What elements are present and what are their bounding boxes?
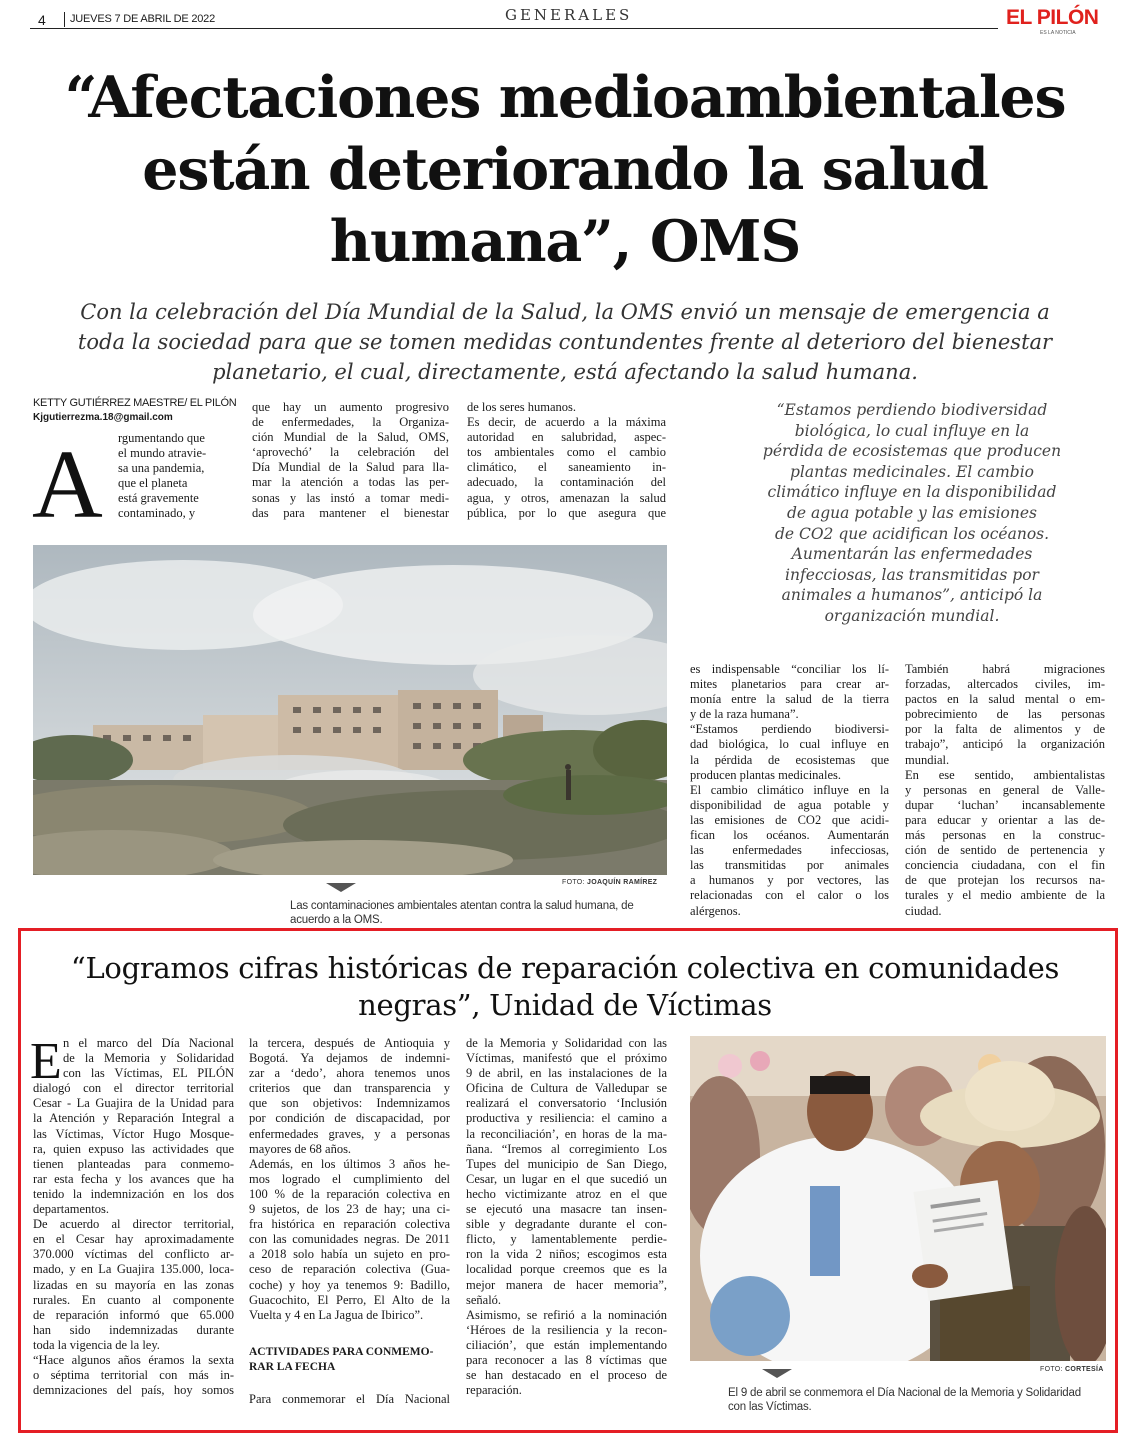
text-line: departamentos. xyxy=(33,1202,110,1217)
caption-line: El 9 de abril se conmemora el Día Nacional de la Memoria y Solidaridad xyxy=(728,1387,1081,1399)
photo-credit-prefix: FOTO: xyxy=(1040,1366,1063,1373)
article2-column-2 xyxy=(249,1036,450,1323)
article2-column-1 xyxy=(33,1036,234,1398)
text-line: enfermedades graves, y a personas xyxy=(249,1126,450,1141)
photo-credit-name: JOAQUÍN RAMÍREZ xyxy=(587,879,658,886)
text-line: hecho victimizante atroz en el que xyxy=(466,1186,667,1201)
text-line: plantas medicinales. El cambio xyxy=(789,462,1035,481)
article1-column-2 xyxy=(252,400,449,521)
dropcap: E xyxy=(30,1033,62,1090)
deck-line: Con la celebración del Día Mundial de la Salud, la OMS envió un mensaje de emergencia a xyxy=(80,300,1050,324)
text-line: contaminado, y xyxy=(118,506,196,521)
headline-line: “Afectaciones medioambientales xyxy=(64,64,1066,131)
text-line: de la Memoria y Solidaridad xyxy=(63,1051,234,1066)
text-line: autoridad en salubridad, aspec- xyxy=(467,430,666,445)
text-line: organización mundial. xyxy=(824,606,1000,625)
text-line: climático, el saneamiento in- xyxy=(467,460,666,475)
text-line: También habrá migraciones xyxy=(905,662,1105,676)
text-line: se han destacado en el proceso de xyxy=(466,1368,667,1383)
text-line: Es decir, de acuerdo a la máxima xyxy=(467,415,666,430)
text-line: 100 % de la reparación colectiva en xyxy=(249,1186,450,1201)
text-line: pérdida de ecosistemas que producen xyxy=(762,442,1062,461)
text-line: El cambio climático influye en la xyxy=(690,782,889,797)
text-line: ñana. “Iremos al corregimiento Los xyxy=(466,1141,667,1156)
header-separator xyxy=(64,12,65,27)
headline-line: negras”, Unidad de Víctimas xyxy=(358,988,772,1022)
text-line: ron la vida 2 niños; escogimos esta xyxy=(466,1247,667,1262)
text-line: Además, en los últimos 3 años he- xyxy=(249,1156,450,1171)
text-line: criterios que dan transparencia y xyxy=(249,1081,450,1096)
text-line: señaló. xyxy=(466,1292,502,1307)
text-line: pactos en la salud mental o em- xyxy=(905,692,1105,707)
text-line: para reconocer a las 8 víctimas que xyxy=(466,1352,667,1367)
text-line: en el Cesar hay aproximadamente xyxy=(33,1232,234,1247)
text-line: forzadas, altercados civiles, im- xyxy=(905,677,1105,692)
text-line: mar la atención a todas las per- xyxy=(252,475,449,490)
article1-column-3 xyxy=(467,400,666,521)
text-line: realizará el conversatorio ‘Inclusión xyxy=(466,1096,667,1111)
text-line: está gravemente xyxy=(118,491,199,506)
text-line: Guacochito, El Perro, El Alto de la xyxy=(249,1292,450,1307)
text-line: “Estamos perdiendo biodiversi- xyxy=(690,722,889,737)
text-line: n el marco del Día Nacional xyxy=(63,1036,234,1050)
text-line: las emisiones de CO2 que acidi- xyxy=(690,812,889,827)
text-line: De acuerdo al director territorial, xyxy=(33,1217,234,1232)
caption-line: acuerdo a la OMS. xyxy=(290,914,383,926)
photo-credit-prefix: FOTO: xyxy=(562,879,585,886)
text-line: Asimismo, se refirió a la nominación xyxy=(466,1307,667,1322)
text-line: zar a ‘dedo’, ahora tenemos unos xyxy=(249,1066,450,1081)
logo-tagline: ES LA NOTICIA xyxy=(1040,30,1076,36)
text-line: Cesar, un lugar en el que sucedió un xyxy=(466,1171,667,1186)
text-line: de reparación informó que 65.000 xyxy=(33,1307,234,1322)
photo-credit-name: CORTESÍA xyxy=(1065,1366,1104,1373)
text-line: sible y degradante durante el con- xyxy=(466,1217,667,1232)
text-line: con las comunidades negras. De 2011 xyxy=(249,1232,450,1247)
text-line: ceso de reparación colectiva (Gua- xyxy=(249,1262,450,1277)
text-line: coche) y hoy ya tenemos 9: Badillo, xyxy=(249,1277,450,1292)
text-line: mayores de 68 años. xyxy=(249,1141,352,1156)
text-line: agua, y otros, amenazan la salud xyxy=(467,490,666,505)
text-line: Para conmemorar el Día Nacional xyxy=(249,1392,450,1406)
text-line: han sido indemnizadas durante xyxy=(33,1322,234,1337)
text-line: sa una pandemia, xyxy=(118,461,205,476)
article2-column-3 xyxy=(466,1036,667,1398)
text-line: y personas en general de Valle- xyxy=(905,782,1105,797)
headline-line: están deteriorando la salud xyxy=(142,136,988,203)
text-line: ción de sentido de pertenencia y xyxy=(905,843,1105,858)
header-rule xyxy=(30,28,998,29)
deck-line: toda la sociedad para que se tomen medidas contundentes frente al deterioro del bienestar xyxy=(77,330,1053,354)
text-line: localidad porque creemos que es la xyxy=(466,1262,667,1277)
text-line: ra, quien expuso las actividades que xyxy=(33,1141,234,1156)
text-line: “Estamos perdiendo biodiversidad xyxy=(776,401,1048,419)
text-line: de enfermedades, la Organiza- xyxy=(252,415,449,430)
author-email[interactable]: Kjgutierrezma.18@gmail.com xyxy=(33,412,173,423)
article1-headline xyxy=(20,62,1110,278)
text-line: mos logrado el cumplimiento del xyxy=(249,1171,450,1186)
text-line: sonas y las instó a tomar medi- xyxy=(252,490,449,505)
text-line: pobrecimiento de las personas xyxy=(905,707,1105,722)
text-line: de que protejan los recursos na- xyxy=(905,873,1105,888)
text-line: que son objetivos: Indemnizamos xyxy=(249,1096,450,1111)
photo-caption xyxy=(290,899,680,927)
text-line: ción Mundial de la Salud, OMS, xyxy=(252,430,449,445)
text-line: 370.000 víctimas del conflicto ar- xyxy=(33,1247,234,1262)
text-line: ‘Héroes de la resiliencia y la recon- xyxy=(466,1322,667,1337)
text-line: mites planetarios para crear ar- xyxy=(690,677,889,692)
text-line: tienen planteadas para conmemo- xyxy=(33,1156,234,1171)
text-line: fican los océanos. Aumentarán xyxy=(690,828,889,843)
text-line: demnizaciones del país, hoy somos xyxy=(33,1383,234,1398)
text-line: producen plantas medicinales. xyxy=(690,767,841,782)
text-line: adecuado, la contaminación del xyxy=(467,475,666,490)
photo-buildings-smoke xyxy=(33,545,667,875)
text-line: es indispensable “conciliar los lí- xyxy=(690,662,889,676)
photo-credit xyxy=(562,879,657,886)
text-line: las Víctimas, Víctor Hugo Mosque- xyxy=(33,1126,234,1141)
text-line: conciencia ciudadana, con el fin xyxy=(905,858,1105,873)
text-line: ‘aprovechó’ la celebración del xyxy=(252,445,449,460)
text-line: a humanos y por vectores, las xyxy=(690,873,889,888)
subhead-line: RAR LA FECHA xyxy=(249,1361,336,1373)
text-line: fra histórica en reparación colectiva xyxy=(249,1217,450,1232)
article1-deck xyxy=(30,297,1100,387)
text-line: relacionadas con el calor o los xyxy=(690,888,889,903)
text-line: la pérdida de ecosistemas que xyxy=(690,752,889,767)
text-line: Oficina de Cultura de Valledupar se xyxy=(466,1081,667,1096)
text-line: turales y el medio ambiente de la xyxy=(905,888,1105,903)
newspaper-logo: EL PILÓN xyxy=(1006,6,1099,29)
text-line: Víctimas, manifestó que el próximo xyxy=(466,1051,667,1066)
text-line: Día Mundial de la Salud para lla- xyxy=(252,460,449,475)
text-line: la tercera, después de Antioquia y xyxy=(249,1036,450,1050)
caption-line: Las contaminaciones ambientales atentan contra la salud humana, de xyxy=(290,900,634,912)
text-line: dad biológica, lo cual influye en xyxy=(690,737,889,752)
text-line: rurales. En cuanto al componente xyxy=(33,1292,234,1307)
text-line: de la Memoria y Solidaridad con las xyxy=(466,1036,667,1050)
text-line: las enfermedades infecciosas, xyxy=(690,843,889,858)
text-line: por la falta de alimentos y de xyxy=(905,722,1105,737)
text-line: dialogó con el director territorial xyxy=(33,1081,234,1096)
text-line: dupar ‘luchan’ incansablemente xyxy=(905,797,1105,812)
text-line: das para mantener el bienestar xyxy=(252,505,449,520)
text-line: rgumentando que xyxy=(118,431,205,445)
photo-caption xyxy=(728,1386,1108,1414)
text-line: 9 de abril, en las instalaciones de la xyxy=(466,1066,667,1081)
text-line: biológica, lo cual influye en la xyxy=(794,421,1030,440)
text-line: o séptima territorial con más in- xyxy=(33,1368,234,1383)
caption-line: con las Víctimas. xyxy=(728,1401,812,1413)
text-line: a 2018 solo había un sujeto en pro- xyxy=(249,1247,450,1262)
article2-column-2-continued xyxy=(249,1392,450,1407)
caption-pointer xyxy=(326,883,356,892)
pull-quote xyxy=(752,400,1072,627)
text-line: Bogotá. Ya dejamos de indemni- xyxy=(249,1051,450,1066)
article1-column-4 xyxy=(690,662,889,919)
article1-column-5 xyxy=(905,662,1105,919)
photo-victims-ceremony xyxy=(690,1036,1106,1361)
page-number: 4 xyxy=(38,12,46,28)
text-line: la Atención y Reparación Integral a xyxy=(33,1111,234,1126)
text-line: y de la raza humana”. xyxy=(690,707,799,722)
text-line: Aumentarán las enfermedades xyxy=(791,545,1033,564)
deck-line: planetario, el cual, directamente, está afectando la salud humana. xyxy=(212,360,918,384)
text-line: infecciosas, las transmitidas por xyxy=(785,565,1039,584)
text-line: la reconciliación’, en horas de la ma- xyxy=(466,1126,667,1141)
byline: KETTY GUTIÉRREZ MAESTRE/ EL PILÓN xyxy=(33,397,237,409)
text-line: climático influye en la disponibilidad xyxy=(767,483,1057,502)
text-line: Tupes del municipio de San Diego, xyxy=(466,1156,667,1171)
text-line: alérgenos. xyxy=(690,903,741,918)
text-line: se ejecutó una masacre tan insen- xyxy=(466,1202,667,1217)
section-name: GENERALES xyxy=(505,6,633,24)
text-line: de CO2 que acidifican los océanos. xyxy=(774,524,1050,543)
text-line: lizadas en su mayoría en las zonas xyxy=(33,1277,234,1292)
text-line: que hay un aumento progresivo xyxy=(252,400,449,414)
text-line: Cesar - La Guajira de la Unidad para xyxy=(33,1096,234,1111)
text-line: animales a humanos”, anticipó la xyxy=(781,586,1043,605)
text-line: mundial. xyxy=(905,752,950,767)
text-line: ciudad. xyxy=(905,903,942,918)
text-line: En ese sentido, ambientalistas xyxy=(905,767,1105,782)
text-line: monía entre la salud de la tierra xyxy=(690,692,889,707)
subhead-line: ACTIVIDADES PARA CONMEMO- xyxy=(249,1346,434,1358)
text-line: de agua potable y las emisiones xyxy=(787,503,1037,522)
text-line: 9 sujetos, de los 23 de hay; una ci- xyxy=(249,1202,450,1217)
article1-column-1 xyxy=(118,431,228,522)
text-line: disponibilidad de agua potable y xyxy=(690,797,889,812)
text-line: rar esta fecha y los avances que ha xyxy=(33,1171,234,1186)
headline-line: “Logramos cifras históricas de reparación colectiva en comunidades xyxy=(70,951,1060,985)
text-line: de los seres humanos. xyxy=(467,400,577,414)
text-line: pública, por lo que asegura que xyxy=(467,505,666,520)
text-line: tenido la indemnización en los dos xyxy=(33,1186,234,1201)
caption-pointer xyxy=(762,1369,792,1378)
text-line: tos ambientales como el cambio xyxy=(467,445,666,460)
article2-subhead xyxy=(249,1345,450,1375)
text-line: Vuelta y 4 en La Jagua de Ibirico”. xyxy=(249,1307,424,1322)
text-line: “Hace algunos años éramos la sexta xyxy=(33,1352,234,1367)
dropcap: A xyxy=(32,431,103,539)
text-line: ciliación’, que están implementando xyxy=(466,1337,667,1352)
headline-line: humana”, OMS xyxy=(329,208,801,275)
text-line: las transmitidas por animales xyxy=(690,858,889,873)
issue-date: JUEVES 7 DE ABRIL DE 2022 xyxy=(70,13,215,25)
text-line: toda la vigencia de la ley. xyxy=(33,1337,160,1352)
text-line: por condición de discapacidad, por xyxy=(249,1111,450,1126)
text-line: mejor manera de hacer memoria”, xyxy=(466,1277,667,1292)
text-line: con las Víctimas, EL PILÓN xyxy=(63,1066,234,1081)
text-line: mado, y en La Guajira 135.000, loca- xyxy=(33,1262,234,1277)
text-line: el mundo atravie- xyxy=(118,446,207,461)
article2-headline xyxy=(30,950,1100,1024)
text-line: más personas en la construc- xyxy=(905,828,1105,843)
text-line: trabajo”, anticipó la organización xyxy=(905,737,1105,752)
text-line: que el planeta xyxy=(118,476,188,491)
text-line: para educar y orientar a las de- xyxy=(905,812,1105,827)
text-line: flicto, y lamentablemente perdie- xyxy=(466,1232,667,1247)
text-line: productiva y resiliencia: el camino a xyxy=(466,1111,667,1126)
text-line: reparación. xyxy=(466,1383,522,1398)
photo-credit xyxy=(1040,1366,1104,1373)
